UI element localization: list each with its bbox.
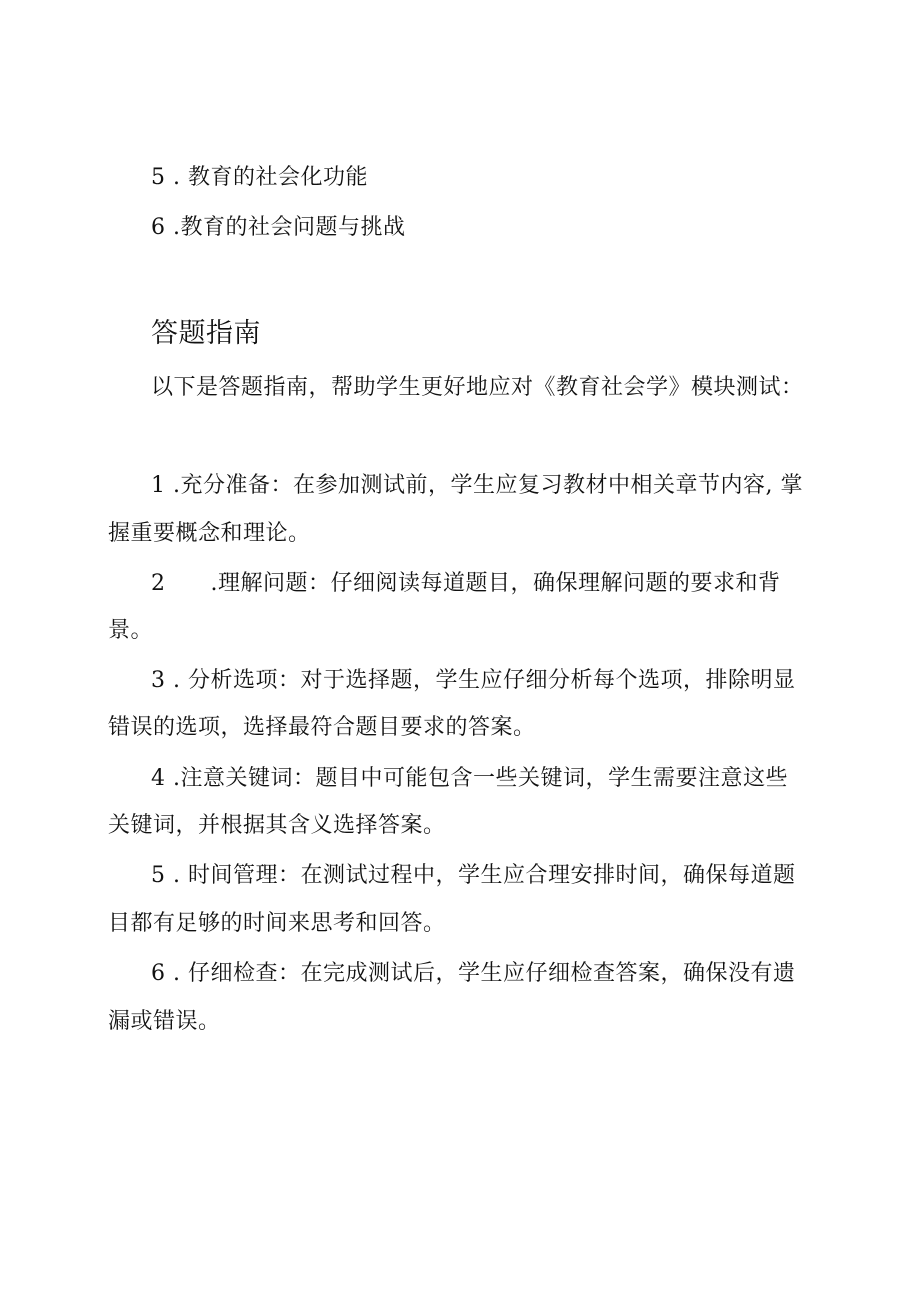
guide-item-line2: 景。 — [108, 618, 154, 643]
section-intro: 以下是答题指南，帮助学生更好地应对《教育社会学》模块测试： — [151, 375, 804, 400]
item-text: .理解问题：仔细阅读每道题目，确保理解问题的要求和背 — [210, 571, 781, 596]
guide-item-line2: 目都有足够的时间来思考和回答。 — [108, 911, 446, 936]
item-text: . 教育的社会化功能 — [173, 165, 368, 190]
item-number: 5 — [151, 863, 166, 888]
guide-item-line2: 漏或错误。 — [108, 1009, 221, 1034]
list-item — [151, 164, 368, 192]
section-heading: 答题指南 — [151, 318, 261, 349]
guide-item-line1 — [151, 472, 803, 500]
item-text: .注意关键词：题目中可能包含一些关键词，学生需要注意这些 — [173, 766, 788, 791]
item-text: . 仔细检查：在完成测试后，学生应仔细检查答案，确保没有遗 — [173, 961, 796, 986]
guide-item-line2: 错误的选项，选择最符合题目要求的答案。 — [108, 715, 536, 740]
item-number: 6 — [151, 961, 166, 986]
guide-item-line2: 关键词，并根据其含义选择答案。 — [108, 813, 446, 838]
item-text: . 时间管理：在测试过程中，学生应合理安排时间，确保每道题 — [173, 863, 796, 888]
guide-item-line1 — [151, 862, 796, 890]
item-number: 4 — [151, 766, 166, 791]
item-number: 2 — [151, 571, 166, 596]
item-number: 3 — [151, 668, 166, 693]
item-text: .充分准备：在参加测试前，学生应复习教材中相关章节内容, 掌 — [173, 473, 803, 498]
item-text: . 分析选项：对于选择题，学生应仔细分析每个选项，排除明显 — [173, 668, 796, 693]
item-number: 6 — [151, 215, 166, 240]
guide-item-line1 — [151, 667, 796, 695]
guide-item-line1 — [151, 765, 788, 793]
guide-item-line2: 握重要概念和理论。 — [108, 521, 311, 546]
item-number: 1 — [151, 473, 166, 498]
list-item — [151, 214, 406, 242]
item-text: .教育的社会问题与挑战 — [173, 215, 406, 240]
guide-item-line1 — [151, 570, 781, 598]
guide-item-line1 — [151, 960, 796, 988]
item-number: 5 — [151, 165, 166, 190]
